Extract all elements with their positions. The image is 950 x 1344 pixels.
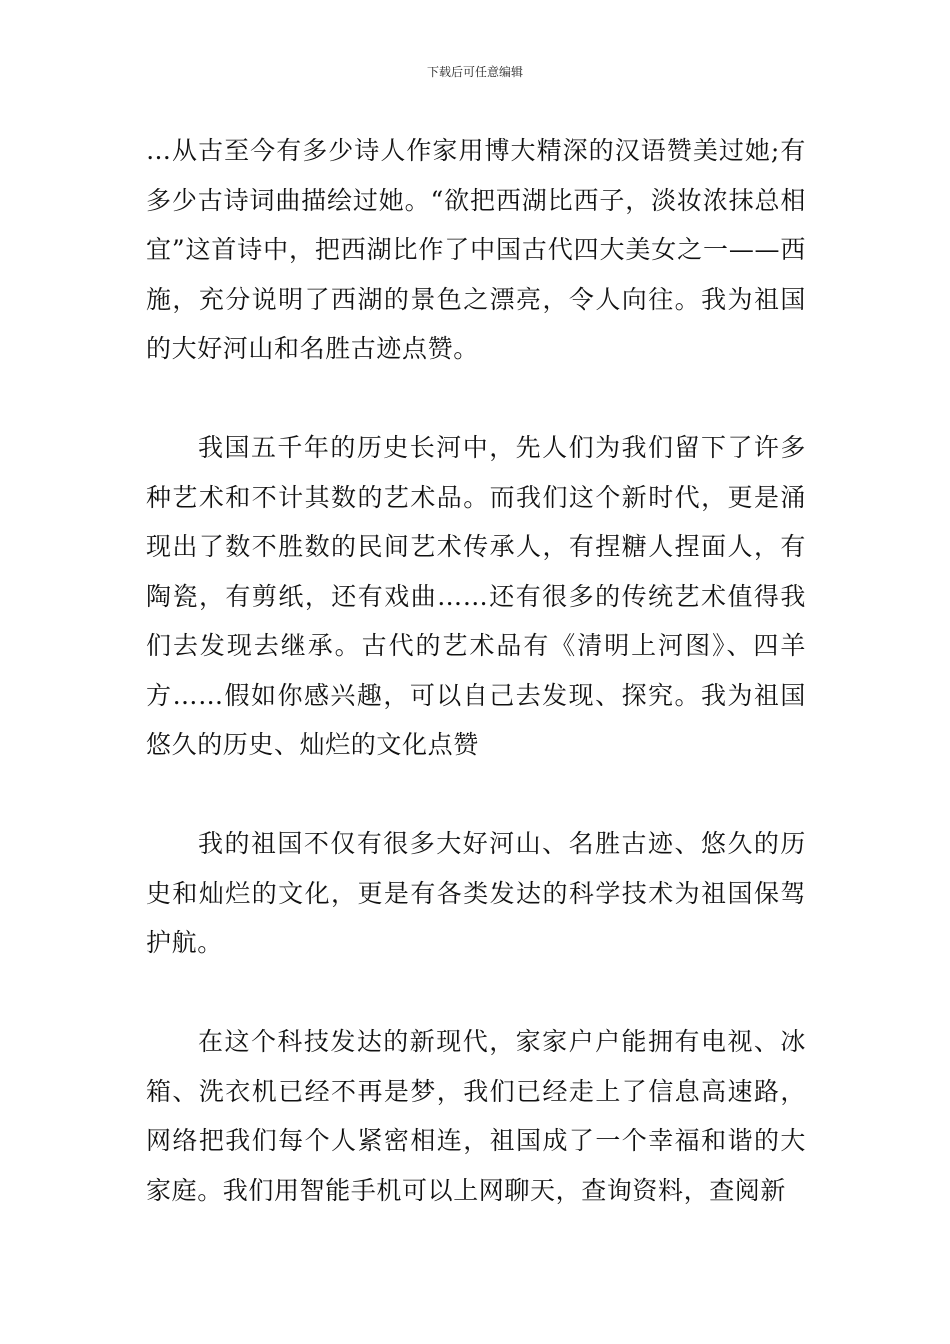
document-body xyxy=(146,126,806,1215)
paragraph-history-culture: 我国五千年的历史长河中，先人们为我们留下了许多种艺术和不计其数的艺术品。而我们这个新时代，更是涌现出了数不胜数的民间艺术传承人，有捏糖人捏面人，有陶瓷，有剪纸，还有戏曲……还有很多的传统艺术值得我们去发现去继承。古代的艺术品有《清明上河图》、四羊方……假如你感兴趣，可以自己去发现、探究。我为祖国悠久的历史、灿烂的文化点赞 xyxy=(146,433,806,759)
paragraph-modern-life: 在这个科技发达的新现代，家家户户能拥有电视、冰箱、洗衣机已经不再是梦，我们已经走上了信息高速路，网络把我们每个人紧密相连，祖国成了一个幸福和谐的大家庭。我们用智能手机可以上网聊天，查询资料，查阅新 xyxy=(146,1027,806,1205)
paragraph-gap xyxy=(146,374,806,424)
page-header: 下载后可任意编辑 xyxy=(426,65,523,79)
paragraph-technology: 我的祖国不仅有很多大好河山、名胜古迹、悠久的历史和灿烂的文化，更是有各类发达的科学技术为祖国保驾护航。 xyxy=(146,829,806,957)
paragraph-scenery: …从古至今有多少诗人作家用博大精深的汉语赞美过她;有多少古诗词曲描绘过她。“欲把西湖比西子，淡妆浓抹总相宜”这首诗中，把西湖比作了中国古代四大美女之一——西施，充分说明了西湖的景色之漂亮，令人向往。我为祖国的大好河山和名胜古迹点赞。 xyxy=(146,136,806,363)
paragraph-gap xyxy=(146,770,806,820)
paragraph-gap xyxy=(146,968,806,1018)
